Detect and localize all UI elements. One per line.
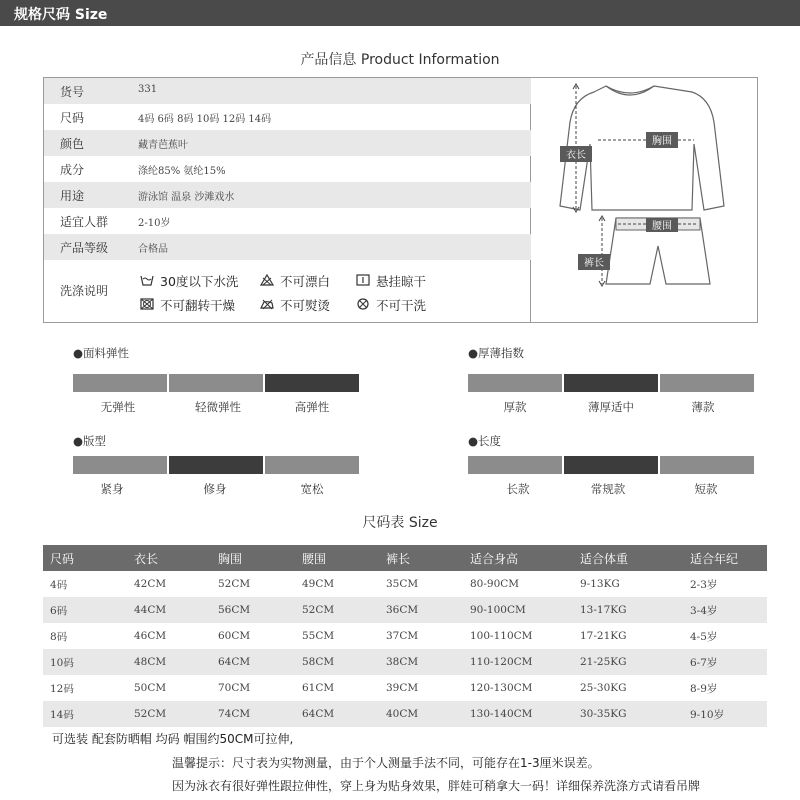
figure-label-length: 衣长 (566, 150, 586, 161)
no-tumble-dry-icon (140, 298, 154, 310)
figure-label-chest: 胸围 (652, 136, 672, 147)
info-label: 产品等级 (60, 241, 109, 255)
attr-title-fit: ●版型 (73, 434, 107, 448)
attr-bar-thickness (468, 374, 754, 392)
attr-option: 无弹性 (100, 400, 136, 414)
info-row (44, 104, 531, 130)
table-row (43, 623, 767, 649)
table-cell: 52CM (127, 701, 211, 727)
header-cell: 衣长 (127, 545, 211, 571)
table-cell: 4码 (50, 578, 68, 591)
header-cell: 胸围 (211, 545, 295, 571)
table-cell: 25-30KG (580, 682, 627, 694)
table-cell: 49CM (302, 578, 335, 590)
info-label: 尺码 (60, 111, 85, 125)
attr-title-thickness: ●厚薄指数 (468, 346, 525, 360)
no-bleach-icon (260, 274, 274, 286)
table-cell: 4-5岁 (690, 630, 718, 643)
attr-option: 厚款 (503, 400, 527, 414)
table-cell: 36CM (379, 597, 463, 623)
table-cell: 56CM (211, 597, 295, 623)
table-cell: 61CM (302, 682, 335, 694)
attr-segment-selected (265, 374, 359, 392)
attr-segment-selected (564, 374, 658, 392)
wash-row: 洗涤说明 30度以下水洗 不可漂白 悬挂晾干 不可翻转干燥 不可熨烫 不可干洗 (60, 274, 427, 313)
hang-dry-icon (356, 274, 370, 286)
table-cell: 48CM (127, 649, 211, 675)
table-cell: 52CM (295, 597, 379, 623)
table-cell: 35CM (386, 578, 419, 590)
table-cell: 38CM (379, 649, 463, 675)
table-cell: 64CM (211, 649, 295, 675)
table-row (43, 675, 767, 701)
table-cell: 42CM (134, 578, 167, 590)
table-cell: 100-110CM (470, 630, 533, 642)
attr-segment (660, 456, 754, 474)
attr-option: 宽松 (300, 482, 324, 496)
table-cell: 37CM (386, 630, 419, 642)
attr-segment (468, 374, 562, 392)
attr-title-length: ●长度 (468, 434, 502, 448)
figure-label-pants: 裤长 (584, 258, 604, 269)
table-cell: 110-120CM (463, 649, 573, 675)
wash-label: 洗涤说明 (60, 284, 109, 298)
garment-illustration (532, 78, 758, 322)
info-value: 涤纶85% 氨纶15% (138, 166, 226, 177)
attr-bar-fit (73, 456, 359, 474)
table-cell: 58CM (295, 649, 379, 675)
no-iron-icon (260, 298, 274, 310)
table-cell: 10码 (43, 649, 127, 675)
attr-segment (468, 456, 562, 474)
table-cell: 2-3岁 (690, 578, 718, 591)
header-cell: 适合身高 (463, 545, 573, 571)
table-cell: 120-130CM (470, 682, 533, 694)
table-cell: 6-7岁 (683, 649, 767, 675)
table-cell: 39CM (386, 682, 419, 694)
table-cell: 130-140CM (463, 701, 573, 727)
table-cell: 21-25KG (573, 649, 683, 675)
info-row (44, 130, 531, 156)
attr-option: 紧身 (100, 482, 124, 496)
table-cell: 80-90CM (470, 578, 520, 590)
attr-option: 常规款 (590, 482, 626, 496)
attr-option: 薄厚适中 (588, 400, 634, 414)
table-cell: 12码 (50, 682, 74, 695)
no-dry-clean-icon (356, 298, 370, 310)
info-value: 4码 6码 8码 10码 12码 14码 (138, 114, 272, 125)
attr-segment (660, 374, 754, 392)
table-cell: 50CM (134, 682, 167, 694)
table-cell: 55CM (302, 630, 335, 642)
product-info-box (43, 77, 758, 323)
fit-tip: 因为泳衣有很好弹性跟拉伸性，穿上身为贴身效果，胖娃可稍拿大一码！详细保养洗涤方式请看吊牌 (172, 779, 701, 793)
attr-segment (169, 374, 263, 392)
hat-note: 可选装 配套防晒帽 均码 帽围约50CM可拉伸, (52, 732, 294, 746)
info-value: 2-10岁 (138, 218, 171, 229)
table-row (43, 571, 767, 597)
info-row (44, 182, 531, 208)
header-cell: 腰围 (295, 545, 379, 571)
table-cell: 8-9岁 (690, 682, 718, 695)
info-label: 货号 (60, 85, 85, 99)
info-value: 藏青芭蕉叶 (138, 140, 188, 151)
table-cell: 52CM (218, 578, 251, 590)
attr-segment (73, 374, 167, 392)
table-cell: 40CM (379, 701, 463, 727)
info-label: 适宜人群 (60, 215, 109, 229)
table-cell: 74CM (211, 701, 295, 727)
info-value: 331 (138, 84, 158, 95)
size-table-header (43, 545, 767, 571)
header-cell: 尺码 (43, 545, 127, 571)
table-cell: 14码 (43, 701, 127, 727)
attr-option: 修身 (203, 482, 227, 496)
attr-bar-length (468, 456, 754, 474)
info-value: 合格品 (138, 244, 168, 255)
attr-option: 高弹性 (294, 400, 330, 414)
attr-option: 轻微弹性 (195, 400, 241, 414)
info-value: 游泳馆 温泉 沙滩戏水 (138, 192, 235, 203)
garment-diagram (532, 78, 758, 322)
table-cell: 60CM (218, 630, 251, 642)
header-bar (0, 0, 800, 26)
size-table (43, 545, 767, 727)
info-label: 成分 (60, 163, 85, 177)
table-cell: 90-100CM (463, 597, 573, 623)
attr-segment (265, 456, 359, 474)
table-cell: 17-21KG (580, 630, 627, 642)
table-row (43, 649, 767, 675)
attr-option: 薄款 (691, 400, 715, 414)
attr-segment-selected (564, 456, 658, 474)
table-cell: 30-35KG (573, 701, 683, 727)
table-cell: 3-4岁 (683, 597, 767, 623)
header-cell: 适合体重 (573, 545, 683, 571)
attr-segment (73, 456, 167, 474)
header-cell: 适合年纪 (683, 545, 767, 571)
attr-segment-selected (169, 456, 263, 474)
product-info-table (44, 78, 531, 322)
table-cell: 13-17KG (573, 597, 683, 623)
table-row (43, 701, 767, 727)
info-row (44, 156, 531, 182)
attr-option: 长款 (506, 482, 530, 496)
wash-30-icon (140, 274, 154, 286)
table-cell: 46CM (134, 630, 167, 642)
size-table-title: 尺码表 Size (362, 515, 438, 531)
attr-option: 短款 (694, 482, 718, 496)
table-row (43, 597, 767, 623)
info-row (44, 234, 531, 260)
table-cell: 9-13KG (580, 578, 620, 590)
info-label: 颜色 (60, 137, 85, 151)
figure-label-waist: 腰围 (652, 221, 672, 232)
attr-bar-elasticity (73, 374, 359, 392)
attr-title-elasticity: ●面料弹性 (73, 346, 130, 360)
header-title: 规格尺码 Size (14, 7, 108, 23)
table-cell: 8码 (50, 630, 68, 643)
table-cell: 70CM (218, 682, 251, 694)
info-row (44, 208, 531, 234)
info-label: 用途 (60, 189, 85, 203)
table-cell: 9-10岁 (683, 701, 767, 727)
measurement-tip: 温馨提示：尺寸表为实物测量，由于个人测量手法不同，可能存在1-3厘米误差。 (172, 756, 600, 770)
table-cell: 64CM (295, 701, 379, 727)
product-info-title: 产品信息 Product Information (300, 52, 500, 68)
header-cell: 裤长 (379, 545, 463, 571)
table-cell: 6码 (43, 597, 127, 623)
info-row (44, 78, 531, 104)
table-cell: 44CM (127, 597, 211, 623)
